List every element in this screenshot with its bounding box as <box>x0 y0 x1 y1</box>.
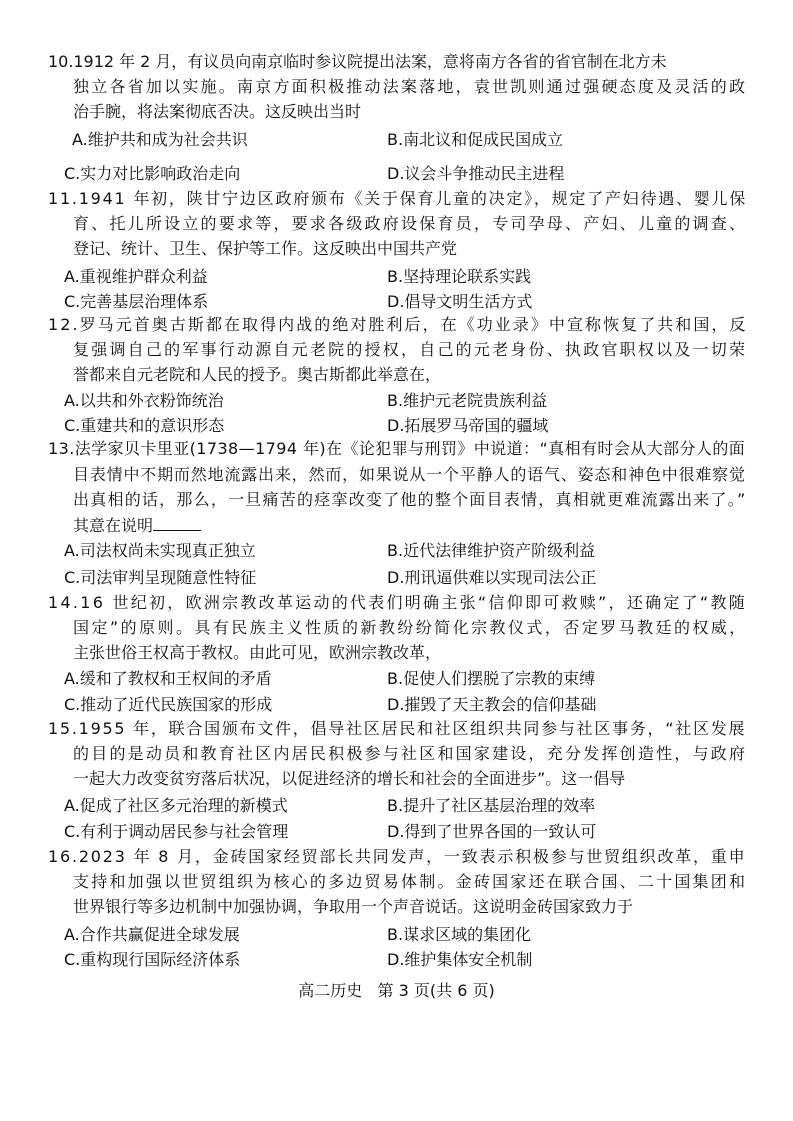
question-stem-line: 16.2023 年 8 月，金砖国家经贸部长共同发声，一致表示积极参与世贸组织改革，重申 <box>48 847 747 866</box>
option-d[interactable]: D.刑讯逼供难以实现司法公正 <box>387 568 597 587</box>
question-stem-line: 的目的是动员和教育社区内居民积极参与社区和国家建设，充分发挥创造性，与政府 <box>73 744 748 763</box>
option-d[interactable]: D.摧毁了天主教会的信仰基础 <box>387 695 597 714</box>
option-a[interactable]: A.促成了社区多元治理的新模式 <box>64 796 288 815</box>
option-a[interactable]: A.维护共和成为社会共识 <box>72 130 248 149</box>
question-stem-line: 14.16 世纪初，欧洲宗教改革运动的代表们明确主张“信仰即可救赎”，还确定了“教随 <box>48 593 748 612</box>
option-a[interactable]: A.重视维护群众利益 <box>64 267 208 286</box>
question-stem-line: 一起大力改变贫穷落后状况，以促进经济的增长和社会的全面进步”。这一倡导 <box>73 769 626 788</box>
answer-blank <box>153 515 201 531</box>
question-stem-text: 其意在说明 <box>73 516 154 535</box>
question-stem-line: 独立各省加以实施。南京方面积极推动法案落地，袁世凯则通过强硬态度及灵活的政 <box>73 77 748 96</box>
option-b[interactable]: B.近代法律维护资产阶级利益 <box>387 541 596 560</box>
option-c[interactable]: C.完善基层治理体系 <box>64 292 209 311</box>
option-a[interactable]: A.合作共赢促进全球发展 <box>64 925 240 944</box>
question-stem-line: 育、托儿所设立的要求等，要求各级政府设保育员，专司孕母、产妇、儿童的调查、 <box>73 214 748 233</box>
question-stem-line: 治手腕，将法案彻底否决。这反映出当时 <box>73 102 362 121</box>
question-stem-line: 主张世俗王权高于教权。由此可见，欧洲宗教改革， <box>73 643 442 662</box>
option-c[interactable]: C.重构现行国际经济体系 <box>64 950 241 969</box>
option-a[interactable]: A.司法权尚未实现真正独立 <box>64 541 256 560</box>
option-d[interactable]: D.倡导文明生活方式 <box>387 292 533 311</box>
option-b[interactable]: B.促使人们摆脱了宗教的束缚 <box>387 669 596 688</box>
option-b[interactable]: B.谋求区域的集团化 <box>387 925 532 944</box>
option-c[interactable]: C.司法审判呈现随意性特征 <box>64 568 257 587</box>
option-c[interactable]: C.实力对比影响政治走向 <box>64 164 241 183</box>
option-d[interactable]: D.得到了世界各国的一致认可 <box>387 822 597 841</box>
question-stem-line: 世界银行等多边机制中加强协调，争取用一个声音说话。这说明金砖国家致力于 <box>73 897 634 916</box>
page-footer: 高二历史 第 3 页(共 6 页) <box>298 981 495 1000</box>
question-stem-line <box>73 515 201 535</box>
question-stem-line: 复强调自己的军事行动源自元老院的授权，自己的元老身份、执政官职权以及一切荣 <box>73 340 748 359</box>
option-a[interactable]: A.以共和外衣粉饰统治 <box>64 391 224 410</box>
question-stem-line: 13.法学家贝卡里亚(1738—1794 年)在《论犯罪与刑罚》中说道：“真相有时会从大部分人的面 <box>48 439 746 458</box>
option-b[interactable]: B.坚持理论联系实践 <box>387 267 532 286</box>
option-b[interactable]: B.维护元老院贵族利益 <box>387 391 548 410</box>
option-c[interactable]: C.有利于调动居民参与社会管理 <box>64 822 289 841</box>
question-stem-line: 10.1912 年 2 月，有议员向南京临时参议院提出法案，意将南方各省的省官制在北方未 <box>48 52 667 71</box>
question-stem-line: 出真相的话，那么，一旦痛苦的痉挛改变了他的整个面目表情，真相就更难流露出来了。” <box>73 490 747 509</box>
option-d[interactable]: D.维护集体安全机制 <box>387 950 533 969</box>
option-a[interactable]: A.缓和了教权和王权间的矛盾 <box>64 669 272 688</box>
question-stem-line: 国定”的原则。具有民族主义性质的新教纷纷简化宗教仪式，否定罗马教廷的权威， <box>73 618 748 637</box>
question-stem-line: 誉都来自元老院和人民的授予。奥古斯都此举意在， <box>73 365 442 384</box>
question-stem-line: 15.1955 年，联合国颁布文件，倡导社区居民和社区组织共同参与社区事务，“社区发展 <box>48 719 747 738</box>
option-d[interactable]: D.议会斗争推动民主进程 <box>387 164 565 183</box>
option-b[interactable]: B.提升了社区基层治理的效率 <box>387 796 596 815</box>
question-stem-line: 12.罗马元首奥古斯都在取得内战的绝对胜利后，在《功业录》中宣称恢复了共和国，反 <box>48 315 748 334</box>
question-stem-line: 目表情中不期而然地流露出来，然而，如果说从一个平静人的语气、姿态和神色中很难察觉 <box>73 465 746 484</box>
question-stem-line: 登记、统计、卫生、保护等工作。这反映出中国共产党 <box>73 239 458 258</box>
option-c[interactable]: C.重建共和的意识形态 <box>64 416 225 435</box>
question-stem-line: 支持和加强以世贸组织为核心的多边贸易体制。金砖国家还在联合国、二十国集团和 <box>73 872 748 891</box>
question-stem-line: 11.1941 年初，陕甘宁边区政府颁布《关于保育儿童的决定》，规定了产妇待遇、婴儿保 <box>48 189 748 208</box>
option-b[interactable]: B.南北议和促成民国成立 <box>387 130 564 149</box>
option-d[interactable]: D.拓展罗马帝国的疆域 <box>387 416 549 435</box>
option-c[interactable]: C.推动了近代民族国家的形成 <box>64 695 273 714</box>
